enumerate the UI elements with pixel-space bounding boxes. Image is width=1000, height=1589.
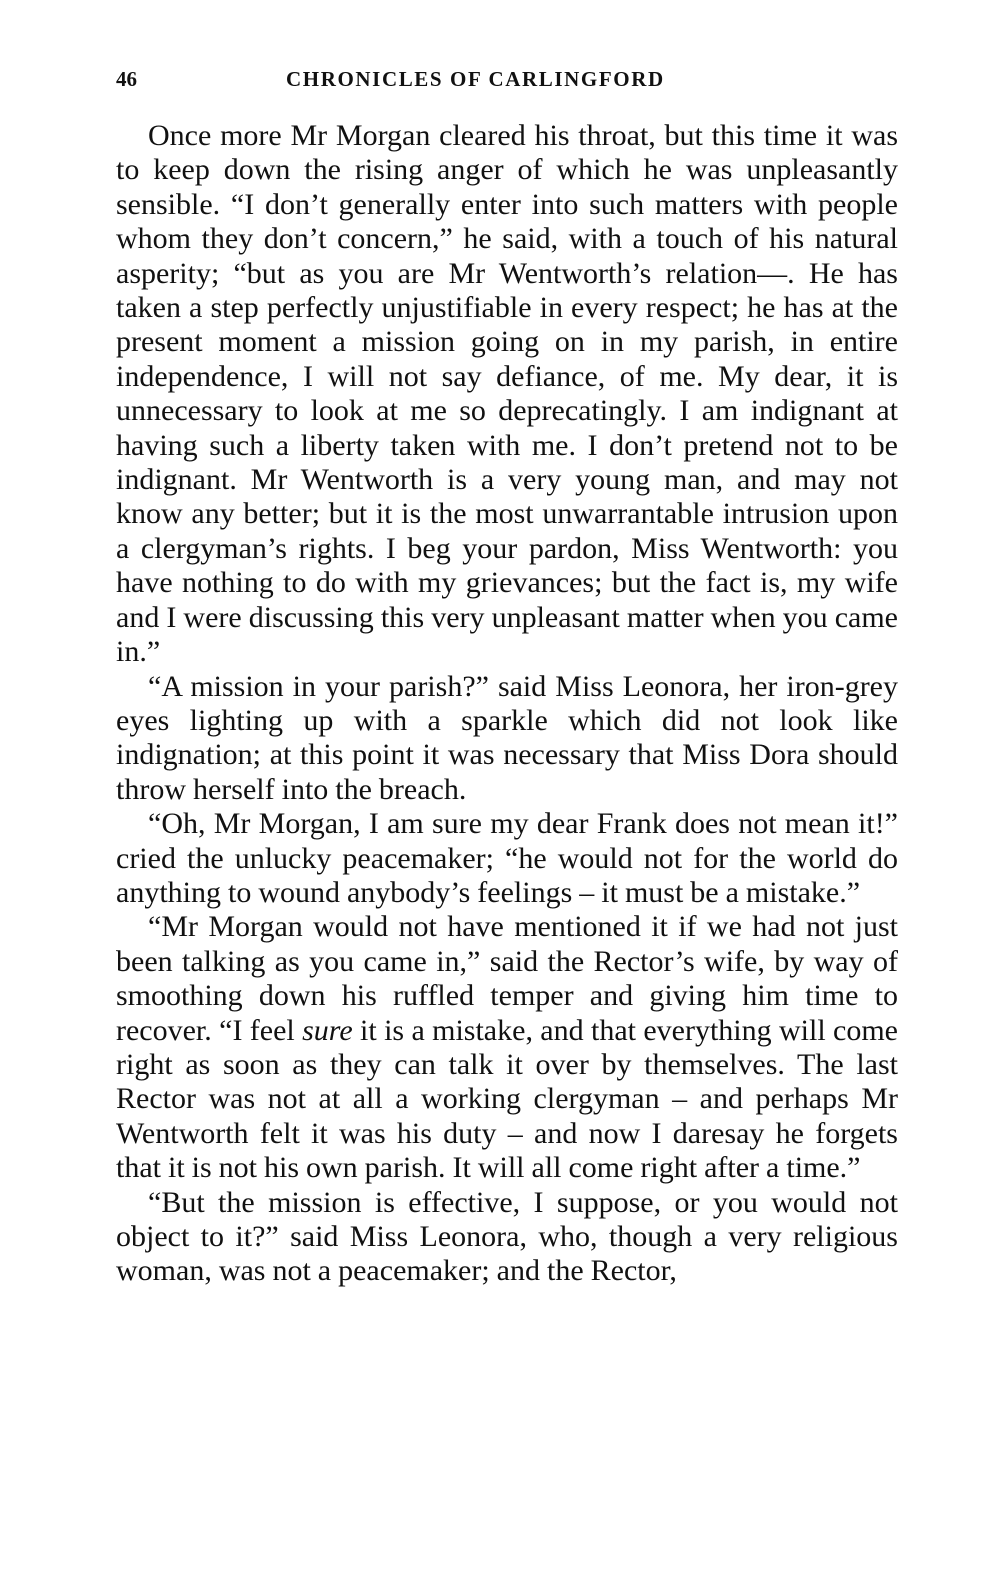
paragraph-4-text-end: it is a mistake, and that everything will come right as soon as they can talk it over by themselves. The last Rector was not at all a working clergyman – and perhaps Mr Wentworth felt it was his duty – and now I daresay he forgets that it is not his own parish. It will all come right after a time.”	[116, 1013, 898, 1185]
paragraph-4-emphasis: sure	[302, 1013, 353, 1047]
book-title: CHRONICLES OF CARLINGFORD	[286, 67, 665, 91]
running-head	[116, 62, 896, 96]
page-number: 46	[116, 67, 137, 91]
paragraph-2: “A mission in your parish?” said Miss Leonora, her iron-grey eyes lighting up with a sparkle which did not look like indignation; at this point it was necessary that Miss Dora should throw herself into the breach.	[116, 669, 898, 806]
body-text	[116, 119, 898, 1289]
paragraph-1: Once more Mr Morgan cleared his throat, but this time it was to keep down the rising anger of which he was unpleasantly sensible. “I don’t generally enter into such matters with people whom they don’t concern,” he said, with a touch of his natural asperity; “but as you are Mr Wentworth’s relation—. He has taken a step perfectly unjustifiable in every respect; he has at the present moment a mission going on in my parish, in entire independence, I will not say defiance, of me. My dear, it is unnecessary to look at me so deprecatingly. I am indignant at having such a liberty taken with me. I don’t pretend not to be indignant. Mr Wentworth is a very young man, and may not know any better; but it is the most unwarrantable intrusion upon a clergyman’s rights. I beg your pardon, Miss Wentworth: you have nothing to do with my grievances; but the fact is, my wife and I were discussing this very unpleasant matter when you came in.”	[116, 119, 898, 669]
paragraph-3: “Oh, Mr Morgan, I am sure my dear Frank does not mean it!” cried the unlucky peacemaker; “he would not for the world do anything to wound anybody’s feelings – it must be a mistake.”	[116, 807, 898, 909]
paragraph-4	[116, 910, 898, 1185]
paragraph-4-text-start: “Mr Morgan would not have mentioned it if we had not just been talking as you came in,” said the Rector’s wife, by way of smoothing down his ruffled temper and giving him time to recover. “I feel	[116, 910, 898, 1047]
paragraph-5: “But the mission is effective, I suppose, or you would not object to it?” said Miss Leonora, who, though a very religious woman, was not a peacemaker; and the Rector,	[116, 1185, 898, 1288]
